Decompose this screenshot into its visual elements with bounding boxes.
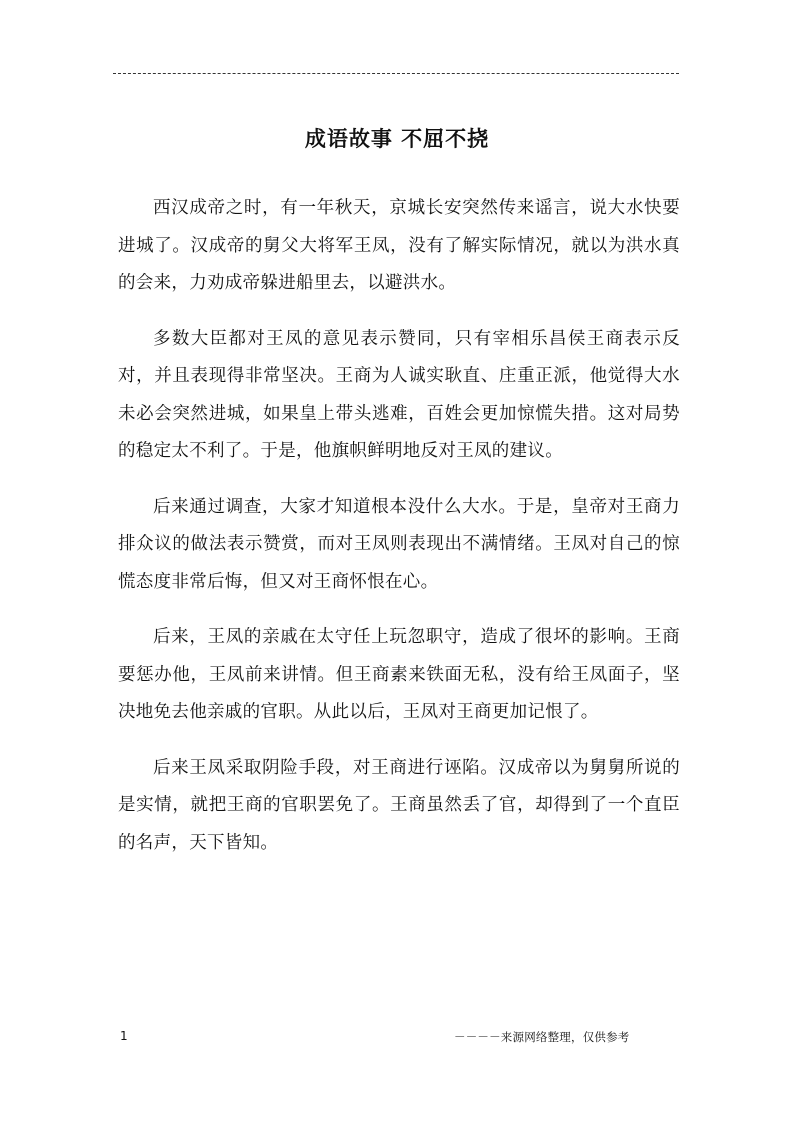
header-dashed-rule (113, 73, 679, 74)
page-number: 1 (120, 1029, 128, 1043)
source-note: －－－－来源网络整理，仅供参考 (454, 1030, 630, 1044)
paragraph-1: 西汉成帝之时，有一年秋天，京城长安突然传来谣言，说大水快要进城了。汉成帝的舅父大将军王凤，没有了解实际情况，就以为洪水真的会来，力劝成帝躲进船里去，以避洪水。 (118, 198, 680, 293)
article-body (118, 190, 680, 880)
paragraph-4: 后来，王凤的亲戚在太守任上玩忽职守，造成了很坏的影响。王商要惩办他，王凤前来讲情。但王商素来铁面无私，没有给王凤面子，坚决地免去他亲戚的官职。从此以后，王凤对王商更加记恨了。 (118, 627, 680, 722)
page-title: 成语故事 不屈不挠 (304, 126, 490, 151)
paragraph-3: 后来通过调查，大家才知道根本没什么大水。于是，皇帝对王商力排众议的做法表示赞赏，而对王凤则表现出不满情绪。王凤对自己的惊慌态度非常后悔，但又对王商怀恨在心。 (118, 496, 680, 592)
paragraph-5: 后来王凤采取阴险手段，对王商进行诬陷。汉成帝以为舅舅所说的是实情，就把王商的官职罢免了。王商虽然丢了官，却得到了一个直臣的名声，天下皆知。 (118, 757, 680, 853)
page-footer (0, 1029, 794, 1049)
paragraph-2: 多数大臣都对王凤的意见表示赞同，只有宰相乐昌侯王商表示反对，并且表现得非常坚决。王商为人诚实耿直、庄重正派，他觉得大水未必会突然进城，如果皇上带头逃难，百姓会更加惊慌失措。这对局势的稳定太不利了。于是，他旗帜鲜明地反对王凤的建议。 (118, 328, 680, 461)
